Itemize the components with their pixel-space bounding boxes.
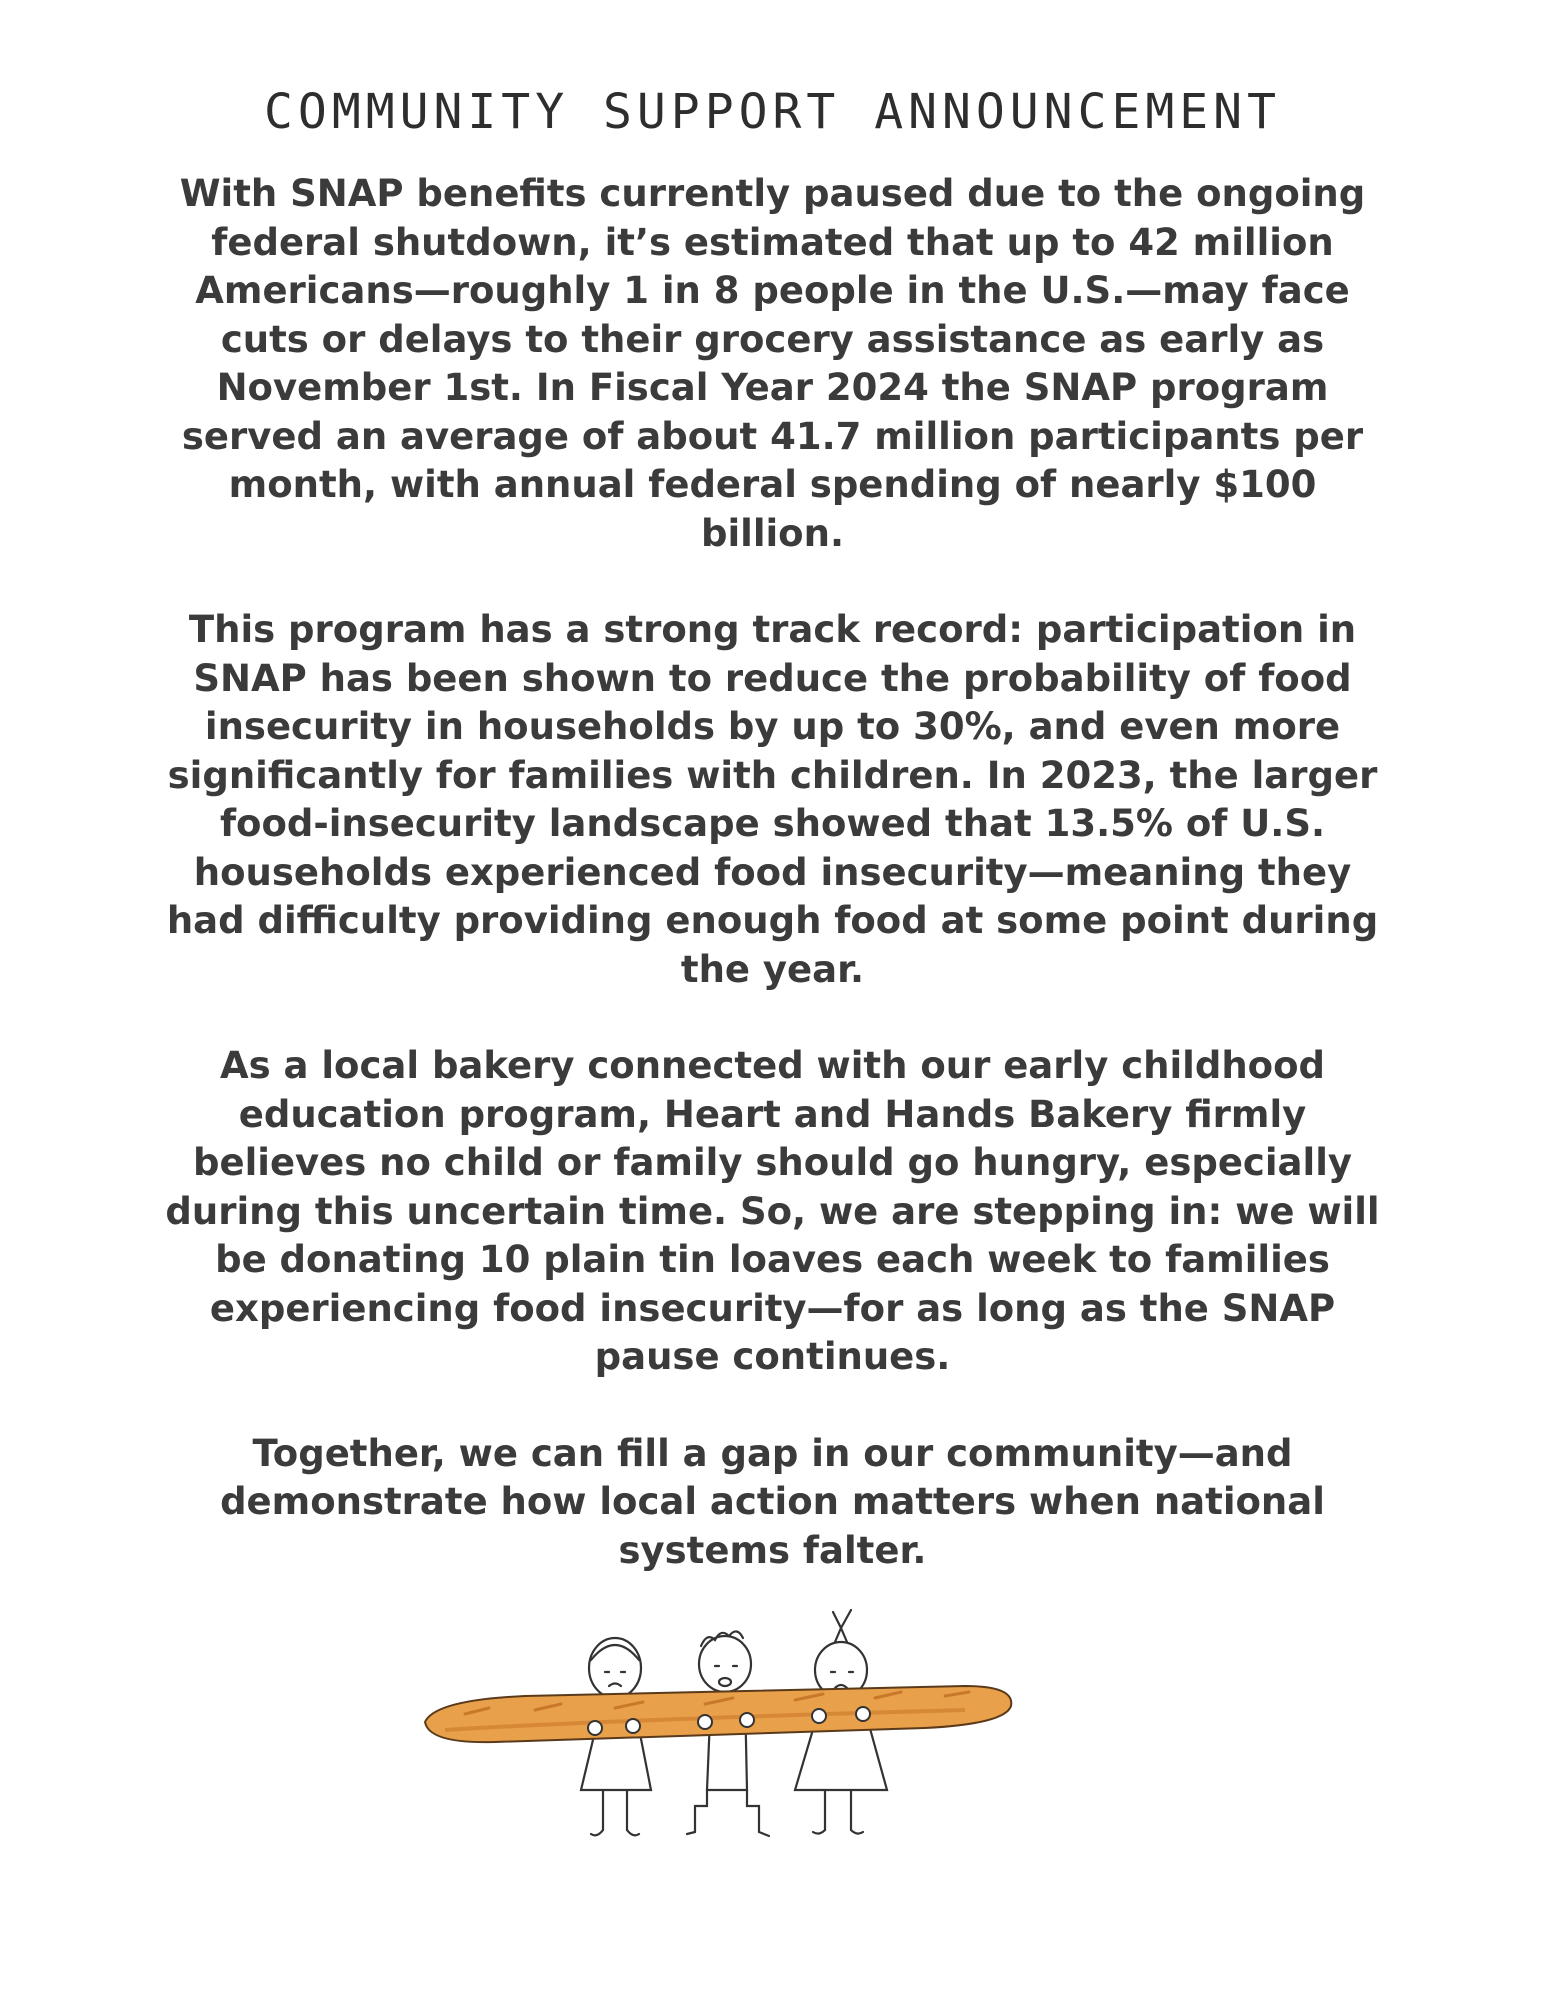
page-title: COMMUNITY SUPPORT ANNOUNCEMENT xyxy=(264,84,1281,140)
baguette-icon xyxy=(425,1686,1011,1742)
paragraph-closing: Together, we can fill a gap in our community—and demonstrate how local action matters when national systems falter. xyxy=(220,1431,1325,1572)
paragraph-bakery-donation: As a local bakery connected with our early childhood education program, Heart and Hands Bakery firmly believes no child or family should go hungry, especially during this uncertain time. So, we are stepping in: we will be donating 10 plain tin loaves each week to families experiencing food insecurity—for as long as the SNAP pause continues. xyxy=(165,1044,1380,1378)
children-carrying-baguette-illustration xyxy=(405,1590,1045,1890)
announcement-body xyxy=(160,170,1385,1623)
paragraph-snap-pause: With SNAP benefits currently paused due to the ongoing federal shutdown, it’s estimated that up to 42 million Americans—roughly 1 in 8 people in the U.S.—may face cuts or delays to their grocery assistance as early as November 1st. In Fiscal Year 2024 the SNAP program served an average of about 41.7 million participants per month, with annual federal spending of nearly $100 billion. xyxy=(179,172,1366,555)
paragraph-track-record: This program has a strong track record: participation in SNAP has been shown to reduce the probability of food insecurity in households by up to 30%, and even more significantly for families with children. In 2023, the larger food-insecurity landscape showed that 13.5% of U.S. households experienced food insecurity—meaning they had difficulty providing enough food at some point during the year. xyxy=(166,608,1379,991)
